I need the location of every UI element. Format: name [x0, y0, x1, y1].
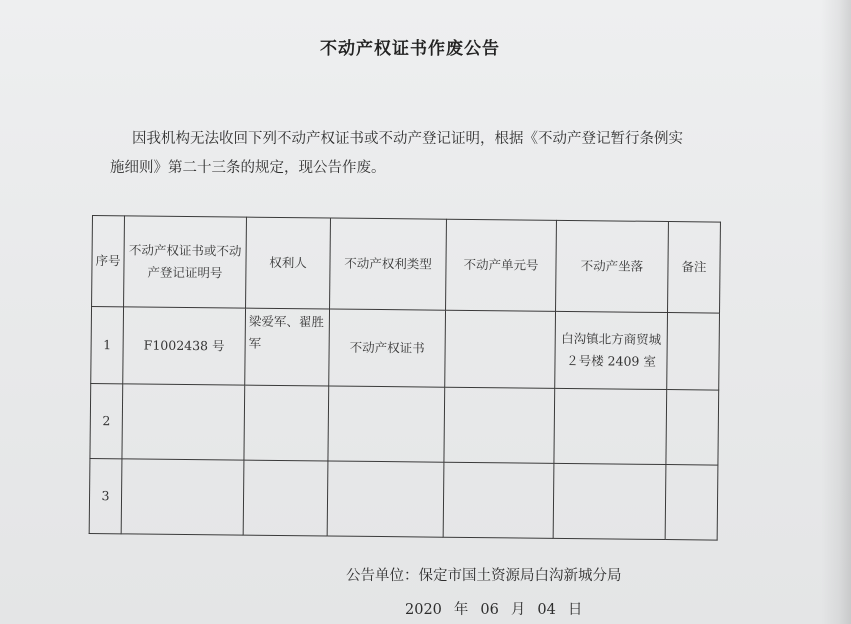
- certificate-table: [89, 215, 721, 541]
- date-day: 04: [537, 602, 556, 618]
- issue-date: [405, 598, 594, 619]
- cell-cert-number: [121, 459, 244, 535]
- date-month-label: 月: [510, 602, 526, 618]
- header-cell-index: 序号: [92, 216, 125, 307]
- cell-location: 白沟镇北方商贸城２号楼 2409 室: [555, 311, 668, 389]
- table-header-row: [92, 216, 721, 314]
- table-row: [89, 458, 718, 540]
- header-cell-remarks: 备注: [668, 222, 721, 314]
- header-cell-right-type: 不动产权利类型: [330, 218, 447, 310]
- date-month: 06: [480, 602, 499, 618]
- cell-right-type: 不动产权证书: [329, 309, 446, 387]
- cell-index: 1: [91, 307, 124, 384]
- header-cell-cert-number: 不动产权证书或不动产登记证明号: [124, 216, 247, 308]
- announcement-paragraph: [110, 125, 750, 183]
- cell-unit-number: [445, 310, 556, 388]
- cell-index: 2: [90, 383, 123, 458]
- cell-cert-number: F1002438 号: [123, 307, 246, 385]
- paragraph-line-2: 施细则》第二十三条的规定，现公告作废。: [110, 160, 386, 176]
- cell-index: 3: [89, 458, 122, 533]
- cell-remarks: [665, 465, 718, 541]
- cell-owner: 梁爱军、翟胜军: [245, 308, 330, 386]
- date-year: 2020: [405, 602, 442, 618]
- header-cell-unit-number: 不动产单元号: [446, 219, 557, 311]
- issuing-unit: 公告单位：保定市国土资源局白沟新城分局: [346, 568, 622, 584]
- cell-unit-number: [444, 387, 555, 463]
- date-day-label: 日: [567, 602, 583, 618]
- cell-remarks: [667, 313, 720, 391]
- cell-owner: [243, 460, 328, 536]
- header-cell-location: 不动产坐落: [556, 220, 669, 312]
- cell-owner: [244, 385, 329, 461]
- cell-location: [553, 463, 666, 539]
- table-row: [90, 383, 719, 465]
- page-shadow: [821, 0, 851, 624]
- cell-cert-number: [122, 384, 245, 460]
- document-title: 不动产权证书作废公告: [320, 39, 500, 59]
- cell-unit-number: [443, 462, 554, 538]
- header-cell-owner: 权利人: [246, 217, 331, 309]
- cell-remarks: [666, 390, 719, 466]
- cell-right-type: [327, 461, 444, 537]
- cell-right-type: [328, 386, 445, 462]
- date-year-label: 年: [453, 602, 469, 618]
- table-row: [91, 307, 720, 391]
- cell-location: [554, 388, 667, 464]
- paragraph-line-1: 因我机构无法收回下列不动产权证书或不动产登记证明，根据《不动产登记暂行条例实: [132, 131, 683, 147]
